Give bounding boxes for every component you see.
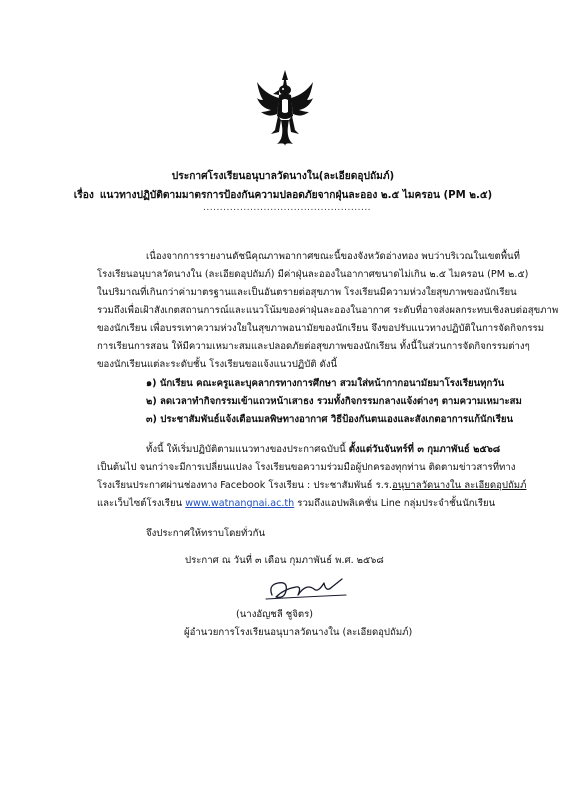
announcement-subject <box>0 187 566 203</box>
measure-item: ๒) ลดเวลาทำกิจกรรมเข้าแถวหน้าเสาธง รวมทั้งกิจกรรมกลางแจ้งต่างๆ ตามความเหมาะสม <box>146 396 522 407</box>
effective-line <box>146 443 500 457</box>
facebook-line <box>97 479 526 493</box>
signer-position: ผู้อำนวยการโรงเรียนอนุบาลวัดนางใน (ละเอียดอุปถัมภ์) <box>184 627 413 638</box>
website-prefix: และเว็บไซต์โรงเรียน <box>97 498 186 509</box>
body-line: ของนักเรียนแต่ละระดับชั้น โรงเรียนขอแจ้งแนวปฏิบัติ ดังนี้ <box>97 359 338 370</box>
body-line: เนื่องจากการรายงานดัชนีคุณภาพอากาศขณะนี้ของจังหวัดอ่างทอง พบว่าบริเวณในเขตพื้นที่ <box>146 251 520 262</box>
subject-text: แนวทางปฏิบัติตามมาตรการป้องกันความปลอดภัยจากฝุ่นละออง ๒.๕ ไมครอน (PM ๒.๕) <box>99 190 493 201</box>
subject-label: เรื่อง <box>73 190 94 201</box>
body-line: ของนักเรียน เพื่อบรรเทาความห่วงใยในสุขภาพอนามัยของนักเรียน จึงขอปรับแนวทางปฏิบัติในการจัดกิจกรรม <box>97 323 545 334</box>
closing-text: จึงประกาศให้ทราบโดยทั่วกัน <box>146 528 266 539</box>
announcement-title: ประกาศโรงเรียนอนุบาลวัดนางใน(ละเอียดอุปถัมภ์) <box>171 171 395 182</box>
body-line: รวมถึงเพื่อเฝ้าสังเกตสถานการณ์และแนวโน้มของค่าฝุ่นละอองในอากาศ ระดับที่อาจส่งผลกระทบเชิงลบต่อสุขภาพ <box>97 305 559 316</box>
body-line: การเรียนการสอน ให้มีความเหมาะสมและปลอดภัยต่อสุขภาพของนักเรียน ทั้งนี้ในส่วนการจัดกิจกรรมต่างๆ <box>97 341 530 352</box>
facebook-page-link[interactable]: อนุบาลวัดนางใน ละเอียดอุปถัมภ์ <box>391 480 527 491</box>
facebook-prefix: โรงเรียนประกาศผ่านช่องทาง Facebook โรงเรียน : ประชาสัมพันธ์ ร.ร. <box>97 480 392 491</box>
body-line: โรงเรียนอนุบาลวัดนางใน (ละเอียดอุปถัมภ์) มีค่าฝุ่นละอองในอากาศขนาดไม่เกิน ๒.๕ ไมครอน (PM ๒.๕) <box>97 269 529 280</box>
website-link[interactable]: www.watnangnai.ac.th <box>185 498 295 509</box>
announcement-date: ประกาศ ณ วันที่ ๓ เดือน กุมภาพันธ์ พ.ศ. ๒๕๖๘ <box>185 555 384 566</box>
signature <box>262 573 352 609</box>
signer-name: (นางอัญชลี ชูจิตร) <box>236 609 314 620</box>
garuda-emblem <box>255 68 315 148</box>
website-suffix: รวมถึงแอปพลิเคชั่น Line กลุ่มประจำชั้นนักเรียน <box>294 498 496 509</box>
effective-lead: ทั้งนี้ ให้เริ่มปฏิบัติตามแนวทางของประกาศฉบับนี้ <box>146 444 346 455</box>
measure-item: ๓) ประชาสัมพันธ์แจ้งเตือนมลพิษทางอากาศ วิธีป้องกันตนเองและสังเกตอาการแก้นักเรียน <box>146 414 514 425</box>
effective-date: ตั้งแต่วันจันทร์ที่ ๓ กุมภาพันธ์ ๒๕๖๘ <box>348 444 501 455</box>
effective-line-2: เป็นต้นไป จนกว่าจะมีการเปลี่ยนแปลง โรงเรียนขอความร่วมมือผู้ปกครองทุกท่าน ติดตามข่าวสารที่ทาง <box>97 462 516 473</box>
title-separator: .................................................. <box>203 203 372 213</box>
measure-item: ๑) นักเรียน คณะครูและบุคลากรทางการศึกษา สวมใส่หน้ากากอนามัยมาโรงเรียนทุกวัน <box>146 378 505 389</box>
website-line <box>97 497 495 511</box>
body-line: ในปริมาณที่เกินกว่าค่ามาตรฐานและเป็นอันตรายต่อสุขภาพ โรงเรียนมีความห่วงใยสุขภาพของนักเรียน <box>97 287 517 298</box>
